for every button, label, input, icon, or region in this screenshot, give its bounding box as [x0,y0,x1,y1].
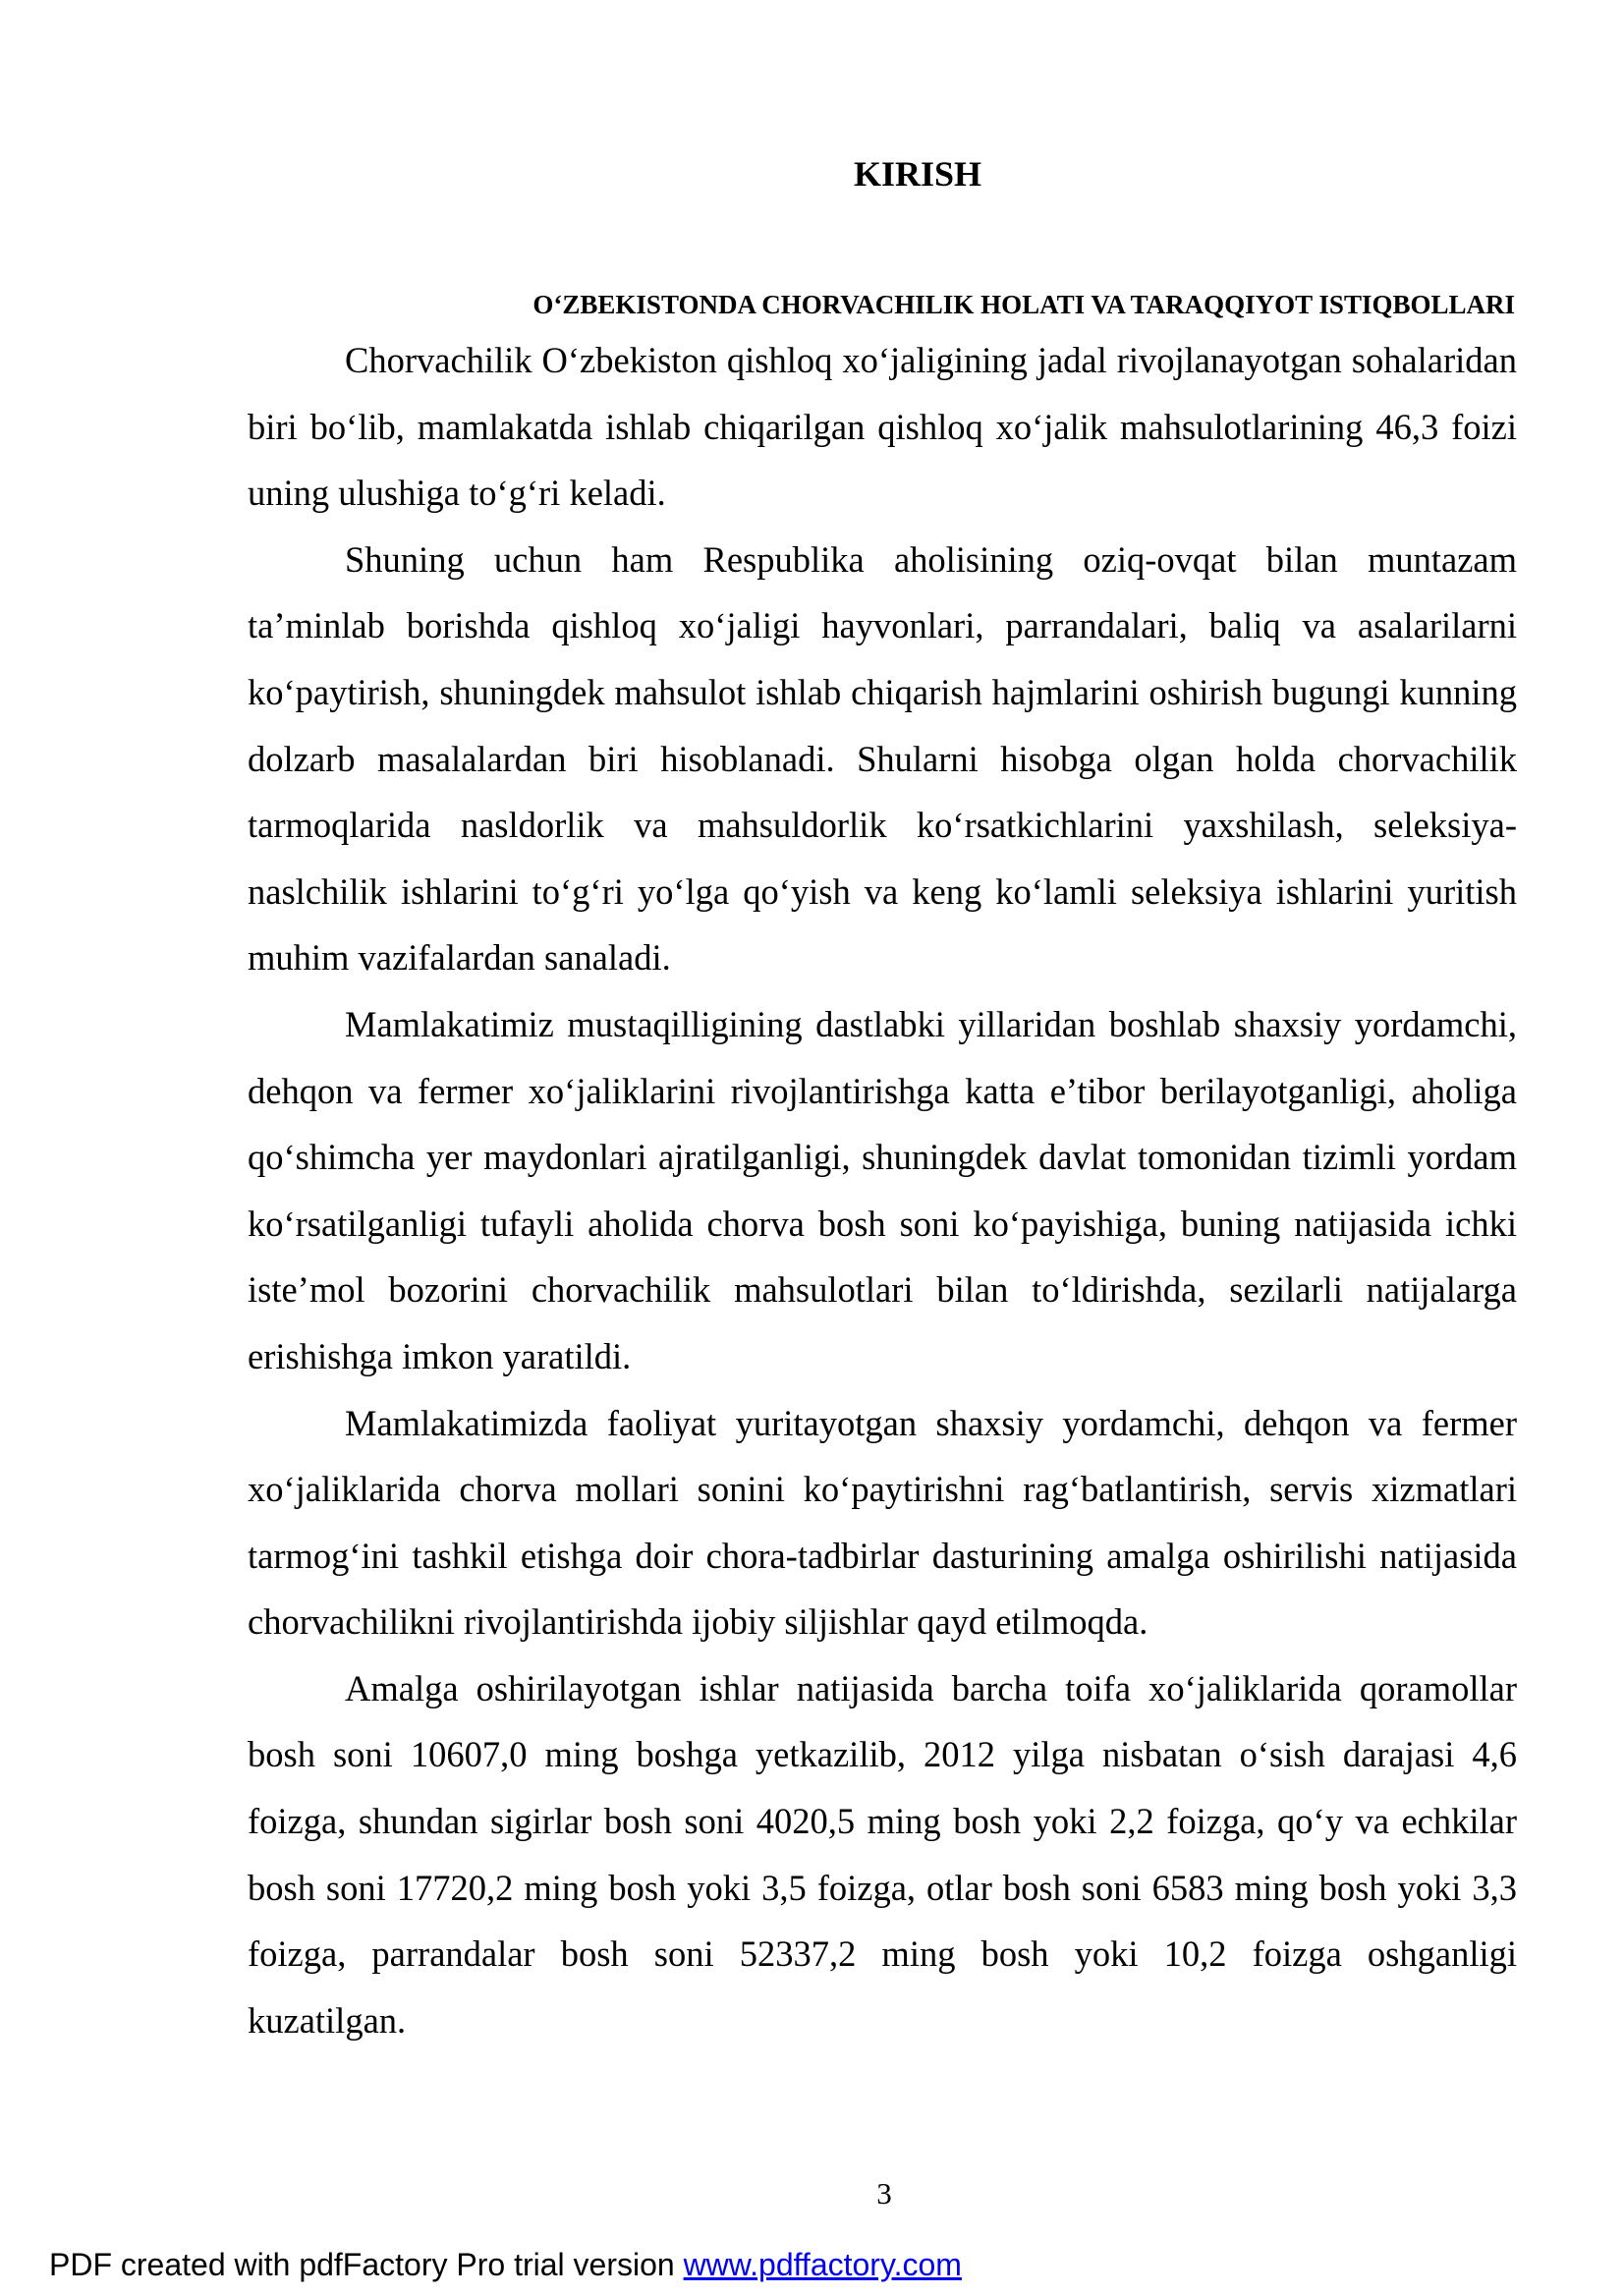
footer-text: PDF created with pdfFactory Pro trial version [49,2247,684,2282]
footer-link[interactable]: www.pdffactory.com [683,2247,962,2282]
body-text [248,327,1517,2053]
pdf-footer [49,2245,962,2284]
paragraph-2: Shuning uchun ham Respublika aholisining oziq-ovqat bilan muntazam ta’minlab borishda qishloq xo‘jaligi hayvonlari, parrandalari, baliq va asalarilarni ko‘paytirish, shuningdek mahsulot ishlab chiqarish hajmlarini oshirish bugungi kunning dolzarb masalalardan biri hisoblanadi. Shularni hisobga olgan holda chorvachilik tarmoqlarida nasldorlik va mahsuldorlik ko‘rsatkichlarini yaxshilash, seleksiya-naslchilik ishlarini to‘g‘ri yo‘lga qo‘yish va keng ko‘lamli seleksiya ishlarini yuritish muhim vazifalardan sanaladi. [248,538,1517,979]
paragraph-4: Mamlakatimizda faoliyat yuritayotgan shaxsiy yordamchi, dehqon va fermer xo‘jaliklarida chorva mollari sonini ko‘paytirishni rag‘batlantirish, servis xizmatlari tarmog‘ini tashkil etishga doir chora-tadbirlar dasturining amalga oshirilishi natijasida chorvachilikni rivojlantirishda ijobiy siljishlar qayd etilmoqda. [248,1402,1517,1643]
paragraph-5: Amalga oshirilayotgan ishlar natijasida barcha toifa xo‘jaliklarida qoramollar bosh soni 10607,0 ming boshga yetkazilib, 2012 yilga nisbatan o‘sish darajasi 4,6 foizga, shundan sigirlar bosh soni 4020,5 ming bosh yoki 2,2 foizga, qo‘y va echkilar bosh soni 17720,2 ming bosh yoki 3,5 foizga, otlar bosh soni 6583 ming bosh yoki 3,3 foizga, parrandalar bosh soni 52337,2 ming bosh yoki 10,2 foizga oshganligi kuzatilgan. [248,1667,1517,2041]
paragraph-1: Chorvachilik O‘zbekiston qishloq xo‘jaligining jadal rivojlanayotgan sohalaridan biri bo‘lib, mamlakatda ishlab chiqarilgan qishloq xo‘jalik mahsulotlarining 46,3 foizi uning ulushiga to‘g‘ri keladi. [248,340,1517,514]
page-title: KIRISH [853,154,982,194]
section-subtitle: O‘ZBEKISTONDA CHORVACHILIK HOLATI VA TARAQQIYOT ISTIQBOLLARI [532,290,1515,319]
paragraph-3: Mamlakatimiz mustaqilligining dastlabki yillaridan boshlab shaxsiy yordamchi, dehqon va fermer xo‘jaliklarini rivojlantirishga katta e’tibor berilayotganligi, aholiga qo‘shimcha yer maydonlari ajratilganligi, shuningdek davlat tomonidan tizimli yordam ko‘rsatilganligi tufayli aholida chorva bosh soni ko‘payishiga, buning natijasida ichki iste’mol bozorini chorvachilik mahsulotlari bilan to‘ldirishda, sezilarli natijalarga erishishga imkon yaratildi. [248,1003,1517,1376]
page-number: 3 [876,2176,892,2211]
